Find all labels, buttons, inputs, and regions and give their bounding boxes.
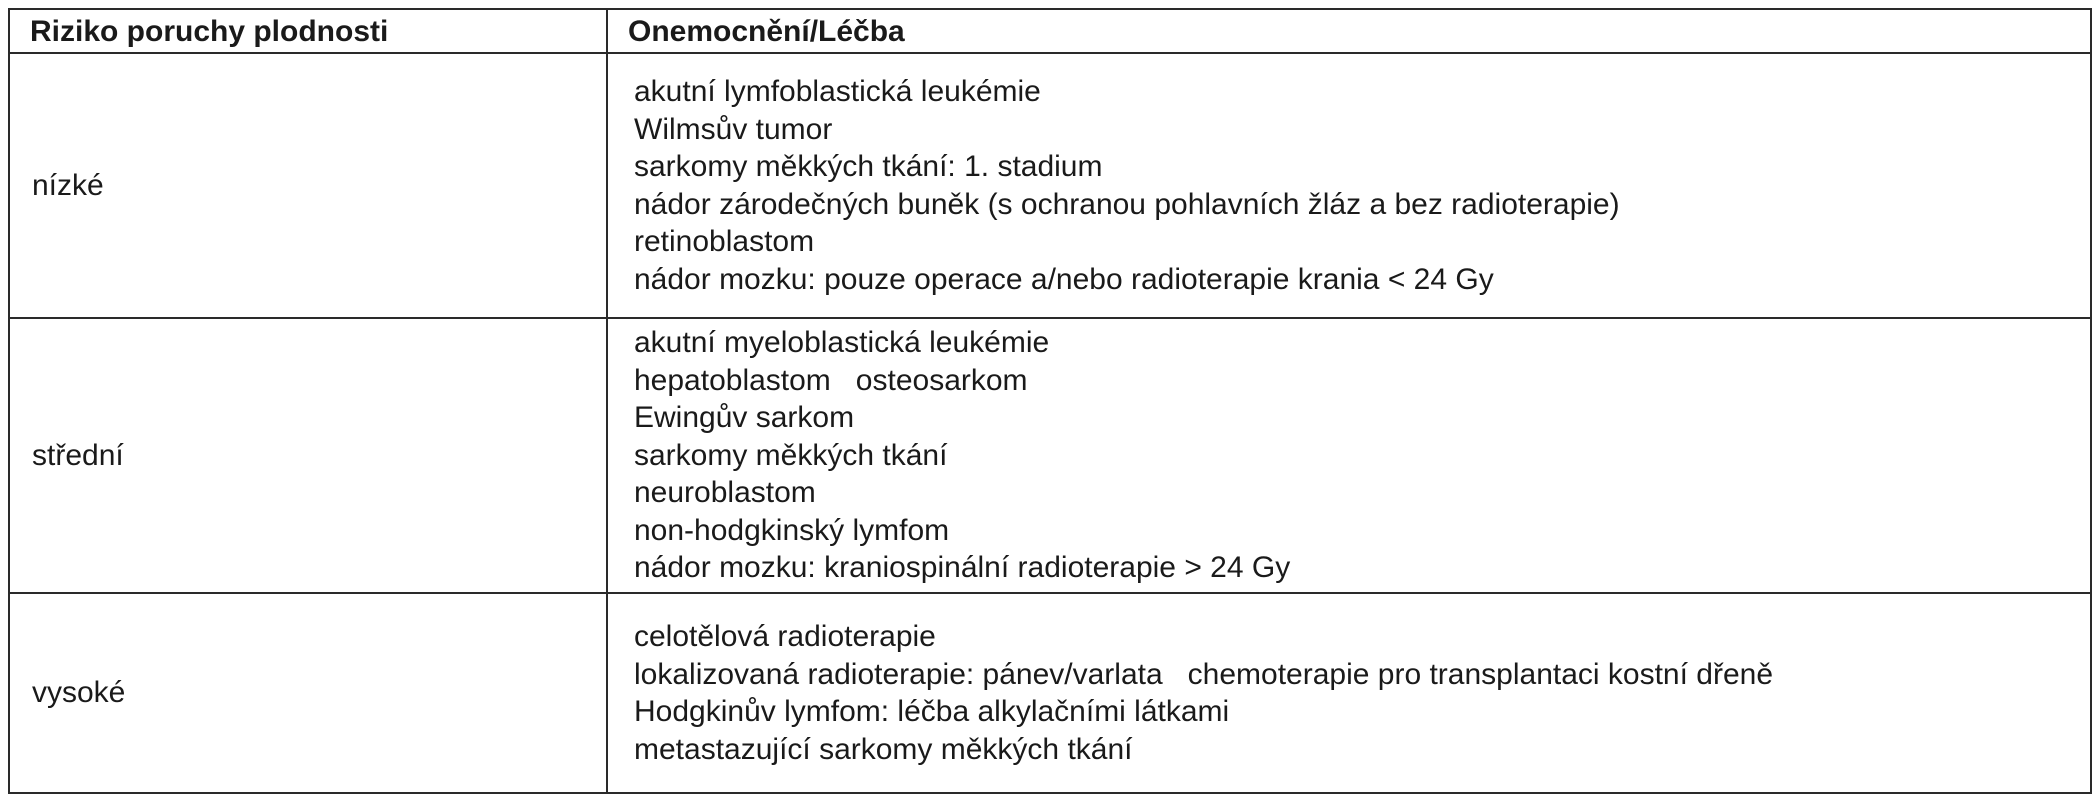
list-item: lokalizovaná radioterapie: pánev/varlata chemoterapie pro transplantaci kostní dřeně [634, 657, 1774, 691]
table-row-medium [9, 318, 2091, 593]
list-item: metastazující sarkomy měkkých tkání [634, 732, 1133, 766]
list-item: sarkomy měkkých tkání: 1. stadium [634, 150, 1103, 183]
risk-level-low: nízké [9, 53, 607, 318]
header-risk: Riziko poruchy plodnosti [9, 9, 607, 53]
list-item: nádor zárodečných buněk (s ochranou pohlavních žláz a bez radioterapie) [634, 187, 1620, 221]
list-item: sarkomy měkkých tkání [634, 438, 948, 472]
disease-list-medium [607, 318, 2091, 593]
list-item: retinoblastom [634, 225, 815, 258]
list-item: nádor mozku: pouze operace a/nebo radioterapie krania < 24 Gy [634, 262, 1494, 296]
table-header-row [9, 9, 2091, 53]
list-item: Hodgkinův lymfom: léčba alkylačními látkami [634, 695, 1230, 728]
list-item: akutní lymfoblastická leukémie [634, 75, 1041, 108]
fertility-risk-table [8, 8, 2092, 794]
list-item: neuroblastom [634, 476, 816, 510]
list-item: Ewingův sarkom [634, 401, 855, 435]
risk-level-high: vysoké [9, 593, 607, 793]
table-row-low [9, 53, 2091, 318]
list-item: non-hodgkinský lymfom [634, 513, 950, 547]
list-item: hepatoblastom osteosarkom [634, 363, 1028, 397]
list-item: nádor mozku: kraniospinální radioterapie > 24 Gy [634, 551, 1291, 585]
header-disease: Onemocnění/Léčba [607, 9, 2091, 53]
risk-level-medium: střední [9, 318, 607, 593]
list-item: celotělová radioterapie [634, 620, 936, 653]
list-item: Wilmsův tumor [634, 112, 833, 146]
disease-list-low [607, 53, 2091, 318]
disease-list-high [607, 593, 2091, 793]
list-item: akutní myeloblastická leukémie [634, 326, 1050, 360]
table-row-high [9, 593, 2091, 793]
